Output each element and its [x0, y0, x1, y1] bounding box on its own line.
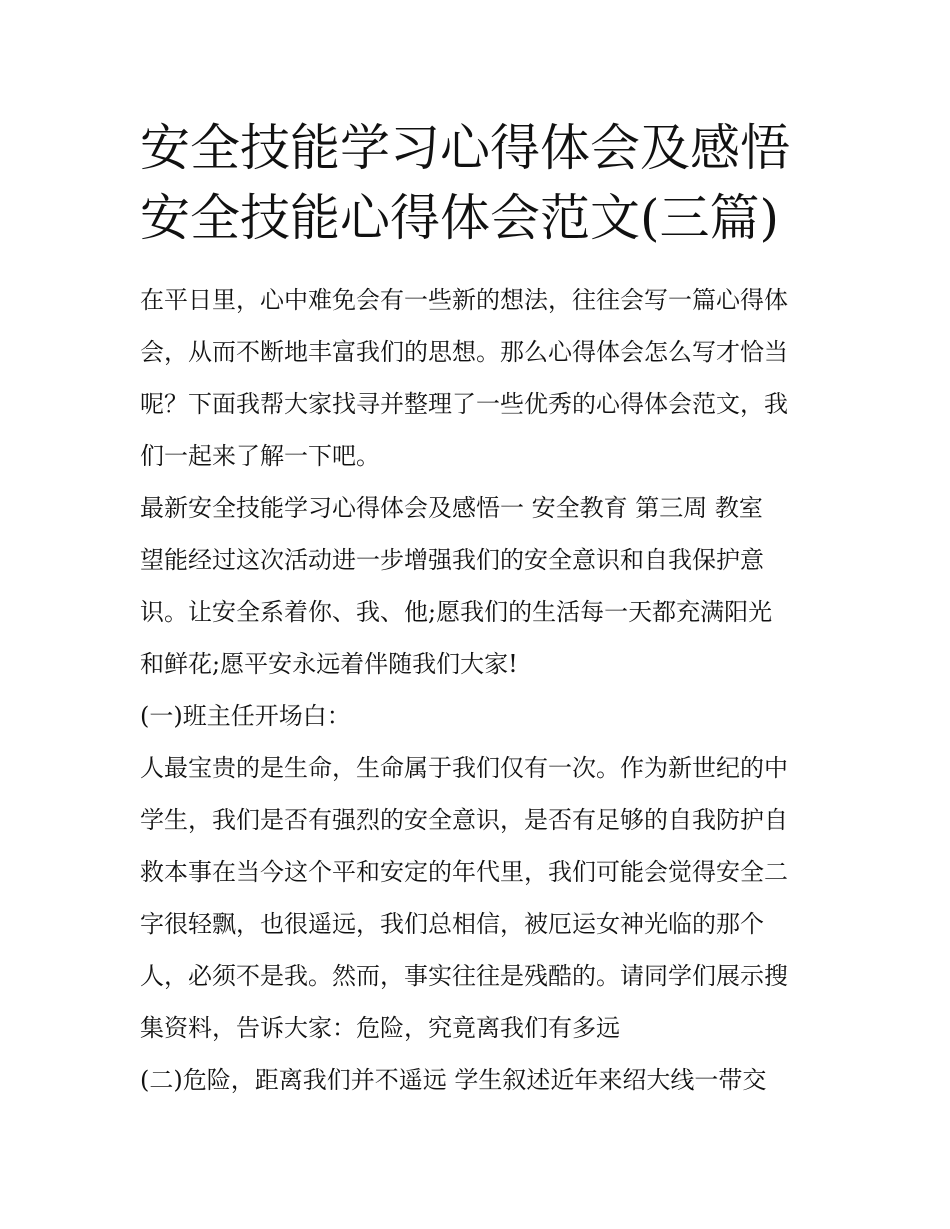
- body-line: (一)班主任开场白：: [140, 702, 351, 730]
- title-line-2: 安全技能心得体会范文(三篇): [140, 189, 780, 247]
- body-line: 学生，我们是否有强烈的安全意识，是否有足够的自我防护自: [140, 806, 788, 834]
- body-line: 呢？下面我帮大家找寻并整理了一些优秀的心得体会范文，我: [140, 390, 788, 418]
- document-title: [140, 113, 840, 253]
- body-line: 们一起来了解一下吧。: [140, 442, 380, 470]
- body-line: 和鲜花;愿平安永远着伴随我们大家!: [140, 650, 518, 678]
- body-line: 人，必须不是我。然而，事实往往是残酷的。请同学们展示搜: [140, 962, 788, 990]
- body-line: 会，从而不断地丰富我们的思想。那么心得体会怎么写才恰当: [140, 338, 788, 366]
- title-line-1: 安全技能学习心得体会及感悟: [140, 119, 790, 177]
- body-line: 救本事在当今这个平和安定的年代里，我们可能会觉得安全二: [140, 858, 788, 886]
- body-line: 人最宝贵的是生命，生命属于我们仅有一次。作为新世纪的中: [140, 754, 788, 782]
- body-line: 识。让安全系着你、我、他;愿我们的生活每一天都充满阳光: [140, 598, 773, 626]
- body-line: 望能经过这次活动进一步增强我们的安全意识和自我保护意: [140, 546, 764, 574]
- body-line: 在平日里，心中难免会有一些新的想法，往往会写一篇心得体: [140, 286, 788, 314]
- document-body: [140, 274, 820, 1106]
- body-line: 集资料，告诉大家：危险，究竟离我们有多远: [140, 1014, 620, 1042]
- body-line: 字很轻飘，也很遥远，我们总相信，被厄运女神光临的那个: [140, 910, 764, 938]
- body-line: (二)危险，距离我们并不遥远 学生叙述近年来绍大线一带交: [140, 1066, 767, 1094]
- body-line: 最新安全技能学习心得体会及感悟一 安全教育 第三周 教室: [140, 494, 763, 522]
